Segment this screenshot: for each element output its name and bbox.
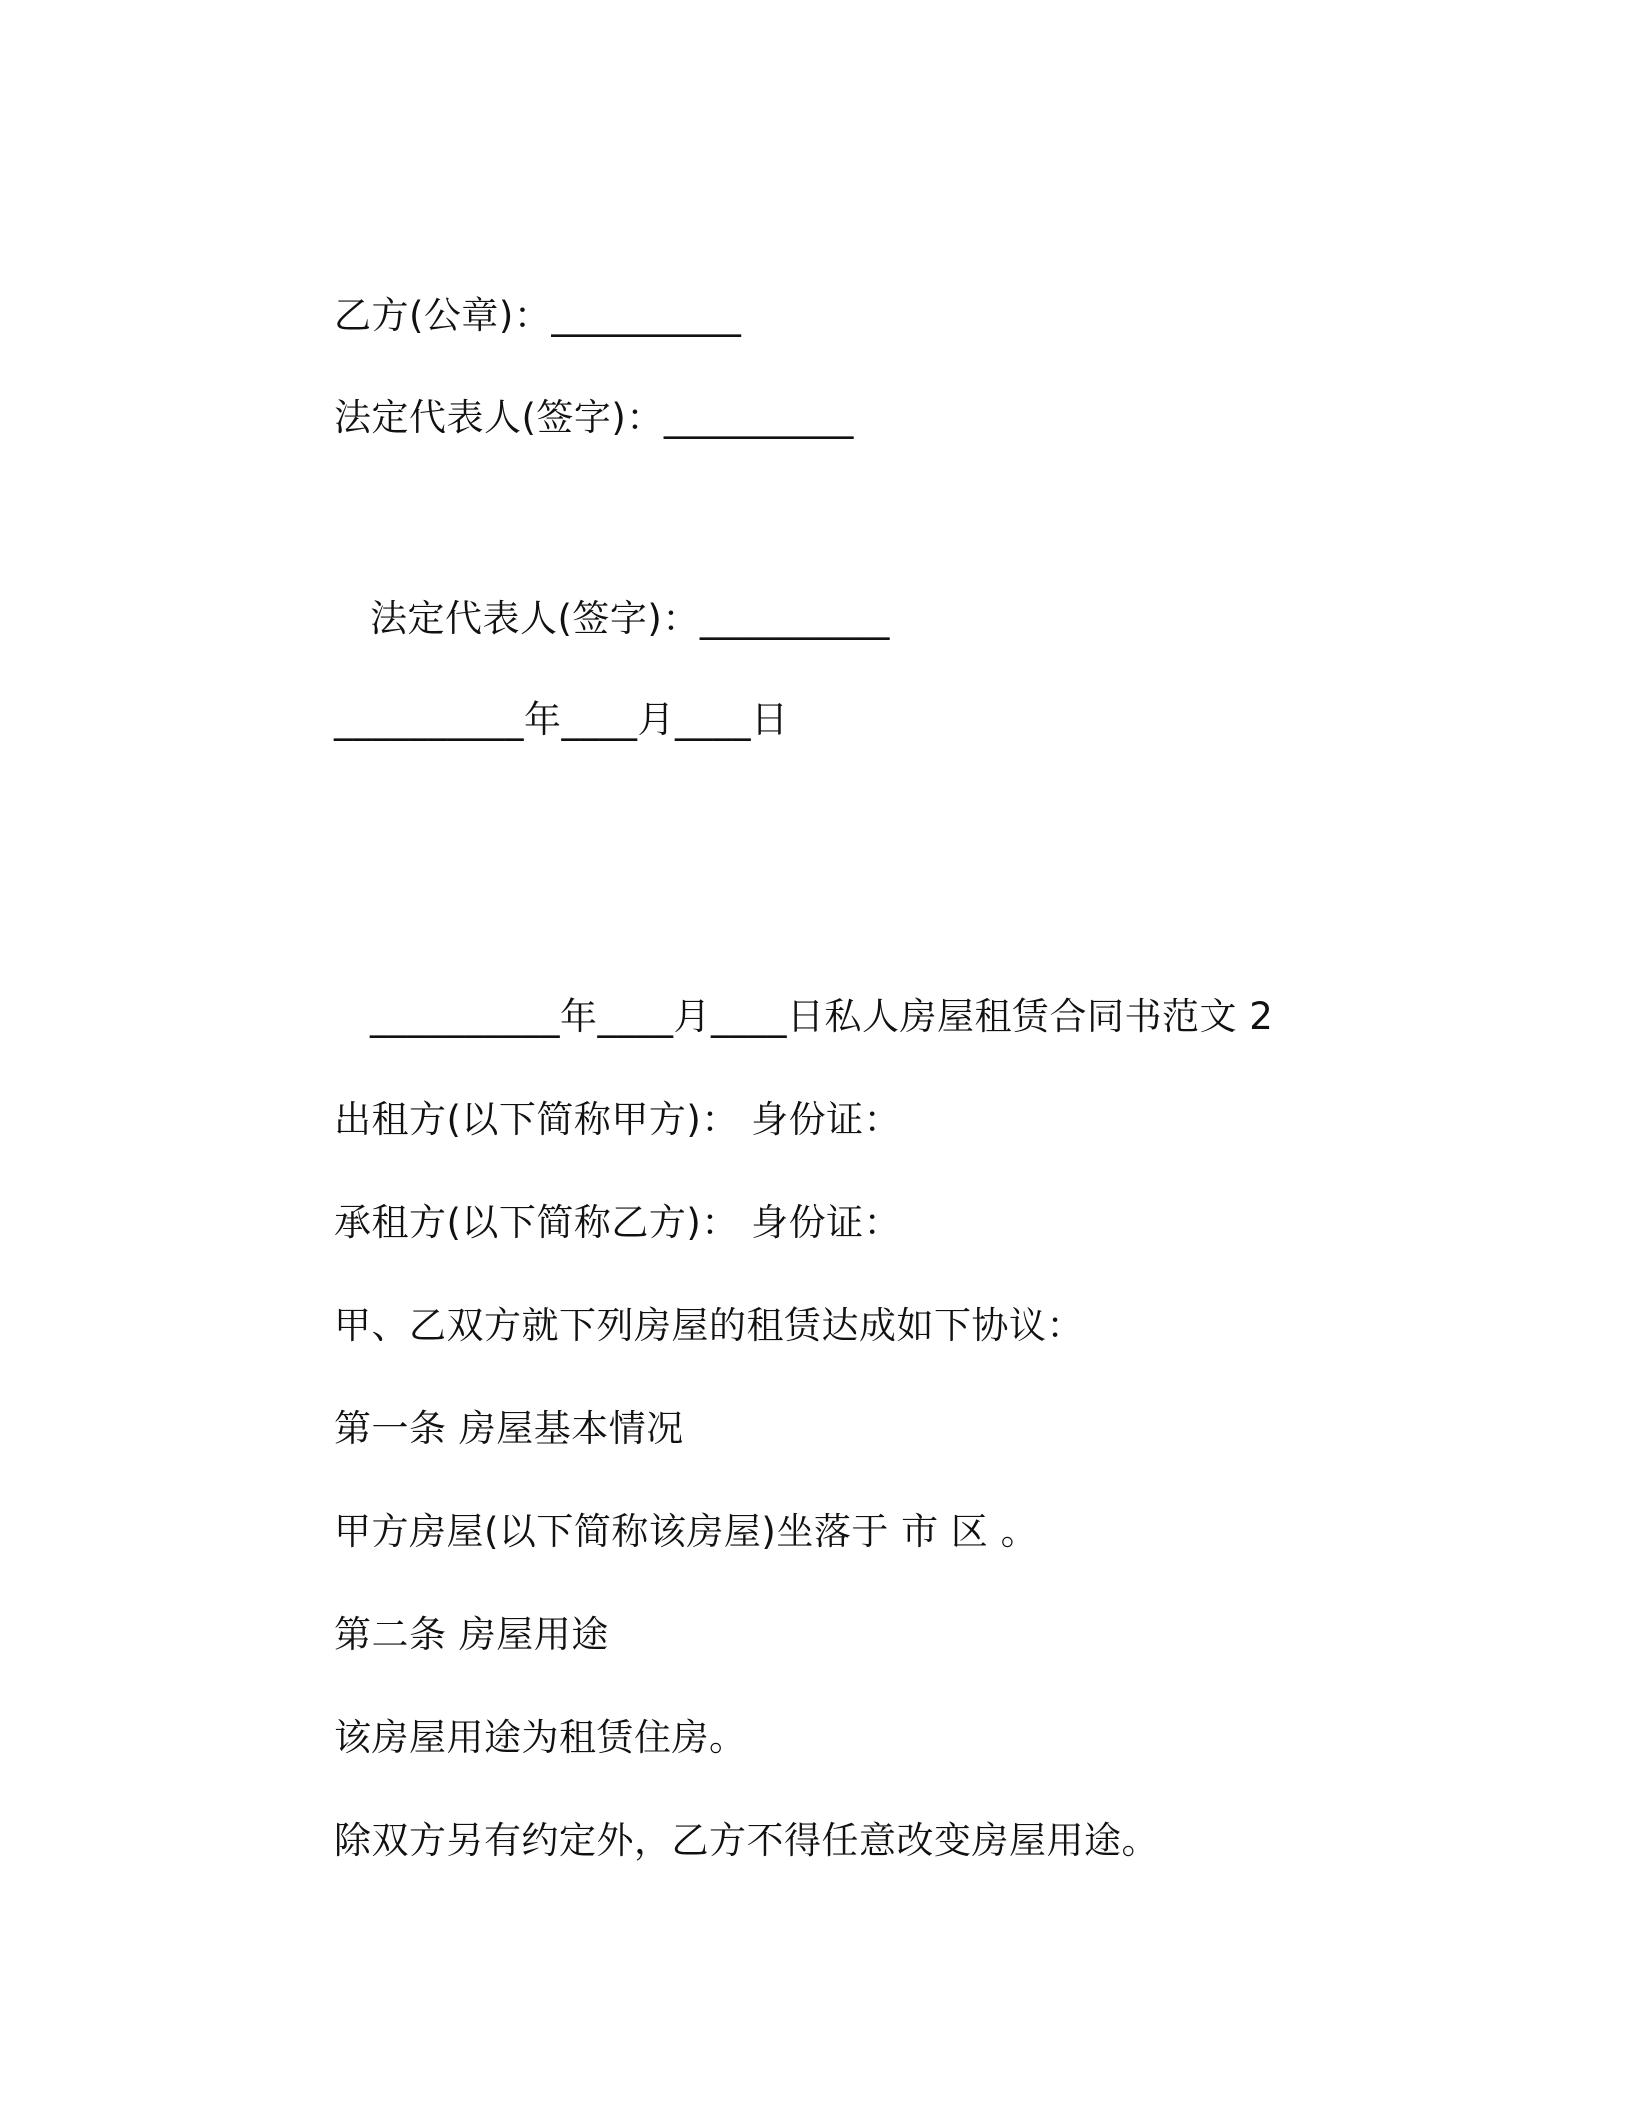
contract-title-line: __________年____月____日私人房屋租赁合同书范文 2: [370, 995, 1274, 1038]
article-1-heading: 第一条 房屋基本情况: [334, 1407, 684, 1450]
lessee-line: 承租方(以下简称乙方)： 身份证：: [334, 1201, 902, 1244]
date-line: __________年____月____日: [334, 698, 789, 741]
article-2-heading: 第二条 房屋用途: [334, 1613, 609, 1656]
lessor-line: 出租方(以下简称甲方)： 身份证：: [334, 1098, 902, 1141]
legal-rep-signature-line: 法定代表人(签字)：__________: [334, 396, 854, 439]
property-location-line: 甲方房屋(以下简称该房屋)坐落于 市 区 。: [334, 1510, 1039, 1553]
party-b-seal-line: 乙方(公章)：__________: [334, 294, 742, 337]
use-restriction-line: 除双方另有约定外，乙方不得任意改变房屋用途。: [334, 1819, 1159, 1862]
legal-rep-signature-line-2: 法定代表人(签字)：__________: [370, 597, 890, 640]
agreement-intro-line: 甲、乙双方就下列房屋的租赁达成如下协议：: [334, 1304, 1084, 1347]
property-use-line: 该房屋用途为租赁住房。: [334, 1716, 747, 1759]
